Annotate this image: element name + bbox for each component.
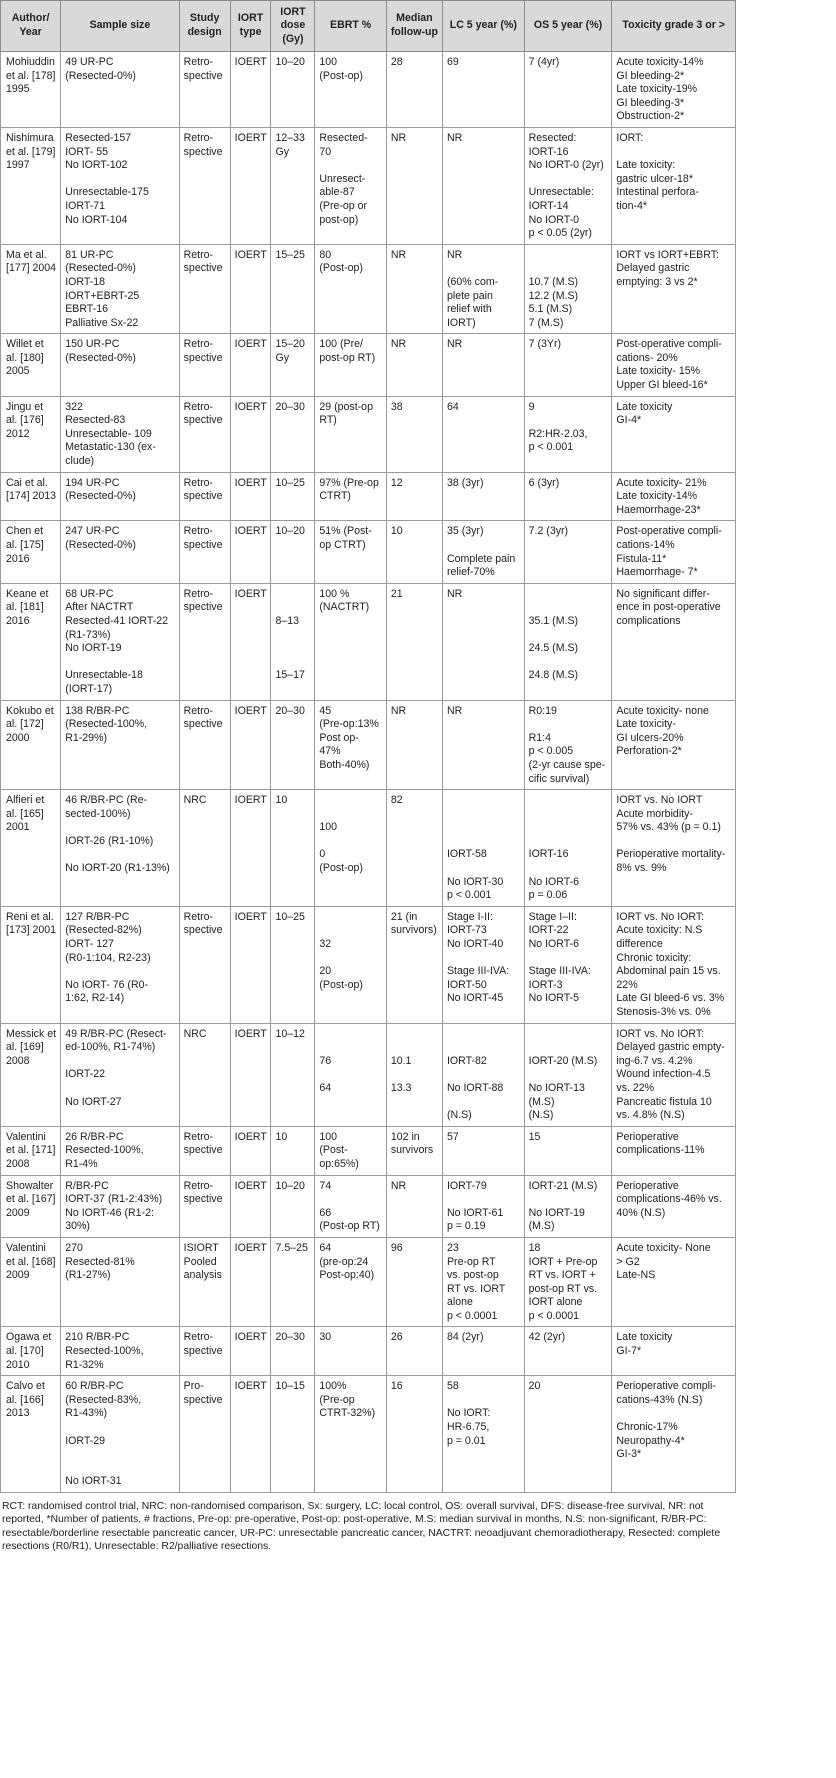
cell-study-design: Retro-spective: [179, 906, 230, 1023]
cell-study-design: Retro-spective: [179, 244, 230, 334]
cell-sample-size: 322 Resected-83 Unresectable- 109 Metastatic-130 (ex- clude): [61, 396, 179, 472]
cell-author-year: Keane et al. [181] 2016: [1, 583, 61, 700]
cell-lc-5-year: 35 (3yr) Complete pain relief-70%: [442, 521, 524, 583]
cell-iort-dose: 20–30: [271, 1327, 315, 1376]
header-median-follow-up: Median follow-up: [386, 1, 442, 52]
cell-iort-type: IOERT: [230, 127, 271, 244]
cell-study-design: Retro-spective: [179, 127, 230, 244]
header-author-year: Author/ Year: [1, 1, 61, 52]
cell-study-design: NRC: [179, 1023, 230, 1126]
cell-author-year: Showalter et al. [167] 2009: [1, 1175, 61, 1237]
cell-iort-dose: 10–15: [271, 1376, 315, 1493]
cell-iort-type: IOERT: [230, 521, 271, 583]
cell-iort-type: IOERT: [230, 790, 271, 907]
cell-ebrt: 100 (Post- op:65%): [315, 1126, 386, 1175]
table-row: [1, 583, 736, 700]
cell-iort-type: IOERT: [230, 1237, 271, 1327]
cell-toxicity: Late toxicity GI-7*: [612, 1327, 736, 1376]
cell-median-follow-up: 102 in survivors: [386, 1126, 442, 1175]
cell-toxicity: IORT vs IORT+EBRT: Delayed gastric emptying: 3 vs 2*: [612, 244, 736, 334]
table-row: [1, 1175, 736, 1237]
cell-toxicity: IORT vs. No IORT: Delayed gastric empty- ing-6.7 vs. 4.2% Wound infection-4.5 vs. 22% Pancreatic fistula 10 vs. 4.8% (N.S): [612, 1023, 736, 1126]
cell-iort-type: IOERT: [230, 472, 271, 521]
cell-iort-dose: 10: [271, 1126, 315, 1175]
header-toxicity: Toxicity grade 3 or >: [612, 1, 736, 52]
table-footnote: RCT: randomised control trial, NRC: non-randomised comparison, Sx: surgery, LC: local control, OS: overall survival, DFS: disease-free survival, NR: not reported, *Number of patients, # fractions, Pre-op: pre-operative, Post-op: post-operative, M.S: median survival in months, N.S: non-significant, R/BR-PC: resectable/borderline resectable pancreatic cancer, UR-PC: unresectable pancreatic cancer, NACTRT: neoadjuvant chemoradiotherapy, Resected: complete resections (R0/R1), Unresectable: R2/palliative resections.: [2, 1501, 721, 1553]
header-lc-5-year: LC 5 year (%): [442, 1, 524, 52]
cell-os-5-year: 7.2 (3yr): [524, 521, 612, 583]
cell-lc-5-year: Stage I-II: IORT-73 No IORT-40 Stage III-IVA: IORT-50 No IORT-45: [442, 906, 524, 1023]
cell-ebrt: 32 20 (Post-op): [315, 906, 386, 1023]
cell-os-5-year: IORT-20 (M.S) No IORT-13 (M.S) (N.S): [524, 1023, 612, 1126]
cell-study-design: Retro-spective: [179, 583, 230, 700]
cell-os-5-year: 9 R2:HR-2.03, p < 0.001: [524, 396, 612, 472]
cell-ebrt: 64 (pre-op:24 Post-op:40): [315, 1237, 386, 1327]
cell-iort-dose: 8–13 15–17: [271, 583, 315, 700]
cell-author-year: Willet et al. [180] 2005: [1, 334, 61, 396]
cell-toxicity: Perioperative compli- cations-43% (N.S) Chronic-17% Neuropathy-4* GI-3*: [612, 1376, 736, 1493]
cell-sample-size: 49 UR-PC (Resected-0%): [61, 52, 179, 128]
cell-study-design: Retro-spective: [179, 396, 230, 472]
cell-ebrt: Resected- 70 Unresect- able-87 (Pre-op or post-op): [315, 127, 386, 244]
cell-os-5-year: 7 (3Yr): [524, 334, 612, 396]
table-row: [1, 906, 736, 1023]
cell-median-follow-up: NR: [386, 1175, 442, 1237]
cell-ebrt: 100 (Pre/ post-op RT): [315, 334, 386, 396]
cell-lc-5-year: 23 Pre-op RT vs. post-op RT vs. IORT alone p < 0.0001: [442, 1237, 524, 1327]
cell-iort-type: IOERT: [230, 396, 271, 472]
cell-os-5-year: 42 (2yr): [524, 1327, 612, 1376]
cell-iort-type: IOERT: [230, 1175, 271, 1237]
cell-iort-dose: 10–20: [271, 521, 315, 583]
cell-lc-5-year: NR: [442, 334, 524, 396]
cell-author-year: Reni et al. [173] 2001: [1, 906, 61, 1023]
cell-lc-5-year: NR (60% com- plete pain relief with IORT): [442, 244, 524, 334]
cell-toxicity: Acute toxicity-14% GI bleeding-2* Late toxicity-19% GI bleeding-3* Obstruction-2*: [612, 52, 736, 128]
cell-lc-5-year: 58 No IORT: HR-6.75, p = 0.01: [442, 1376, 524, 1493]
cell-toxicity: Late toxicity GI-4*: [612, 396, 736, 472]
cell-iort-dose: 10: [271, 790, 315, 907]
table-row: [1, 1023, 736, 1126]
cell-median-follow-up: 12: [386, 472, 442, 521]
cell-median-follow-up: 21 (in survivors): [386, 906, 442, 1023]
cell-author-year: Ma et al. [177] 2004: [1, 244, 61, 334]
cell-sample-size: 60 R/BR-PC (Resected-83%, R1-43%) IORT-29 No IORT-31: [61, 1376, 179, 1493]
cell-median-follow-up: 16: [386, 1376, 442, 1493]
cell-os-5-year: 20: [524, 1376, 612, 1493]
cell-ebrt: 80 (Post-op): [315, 244, 386, 334]
cell-author-year: Kokubo et al. [172] 2000: [1, 700, 61, 790]
cell-study-design: Retro-spective: [179, 334, 230, 396]
cell-sample-size: 26 R/BR-PC Resected-100%, R1-4%: [61, 1126, 179, 1175]
cell-median-follow-up: 21: [386, 583, 442, 700]
cell-author-year: Jingu et al. [176] 2012: [1, 396, 61, 472]
cell-iort-type: IOERT: [230, 52, 271, 128]
cell-ebrt: 29 (post-op RT): [315, 396, 386, 472]
cell-median-follow-up: NR: [386, 700, 442, 790]
cell-median-follow-up: 96: [386, 1237, 442, 1327]
cell-ebrt: 97% (Pre-op CTRT): [315, 472, 386, 521]
cell-toxicity: Acute toxicity- None > G2 Late-NS: [612, 1237, 736, 1327]
cell-toxicity: Acute toxicity- 21% Late toxicity-14% Haemorrhage-23*: [612, 472, 736, 521]
cell-os-5-year: 10.7 (M.S) 12.2 (M.S) 5.1 (M.S) 7 (M.S): [524, 244, 612, 334]
table-row: [1, 1237, 736, 1327]
cell-iort-dose: 15–25: [271, 244, 315, 334]
cell-median-follow-up: 82: [386, 790, 442, 907]
cell-iort-type: IOERT: [230, 1376, 271, 1493]
cell-study-design: Retro-spective: [179, 521, 230, 583]
cell-study-design: Retro-spective: [179, 1126, 230, 1175]
cell-author-year: Calvo et al. [166] 2013: [1, 1376, 61, 1493]
cell-lc-5-year: NR: [442, 700, 524, 790]
cell-median-follow-up: 26: [386, 1327, 442, 1376]
header-iort-type: IORT type: [230, 1, 271, 52]
cell-sample-size: 150 UR-PC (Resected-0%): [61, 334, 179, 396]
header-ebrt: EBRT %: [315, 1, 386, 52]
cell-study-design: Retro-spective: [179, 700, 230, 790]
table-row: [1, 244, 736, 334]
cell-iort-dose: 15–20 Gy: [271, 334, 315, 396]
cell-study-design: NRC: [179, 790, 230, 907]
cell-os-5-year: IORT-16 No IORT-6 p = 0.06: [524, 790, 612, 907]
cell-lc-5-year: IORT-58 No IORT-30 p < 0.001: [442, 790, 524, 907]
cell-median-follow-up: NR: [386, 127, 442, 244]
cell-iort-type: IOERT: [230, 1126, 271, 1175]
cell-iort-type: IOERT: [230, 334, 271, 396]
cell-author-year: Nishimura et al. [179] 1997: [1, 127, 61, 244]
cell-sample-size: Resected-157 IORT- 55 No IORT-102 Unresectable-175 IORT-71 No IORT-104: [61, 127, 179, 244]
cell-sample-size: 138 R/BR-PC (Resected-100%, R1-29%): [61, 700, 179, 790]
cell-ebrt: 100 0 (Post-op): [315, 790, 386, 907]
cell-iort-type: IOERT: [230, 906, 271, 1023]
cell-study-design: Pro-spective: [179, 1376, 230, 1493]
cell-iort-dose: 10–12: [271, 1023, 315, 1126]
cell-lc-5-year: 38 (3yr): [442, 472, 524, 521]
cell-toxicity: IORT: Late toxicity: gastric ulcer-18* Intestinal perfora- tion-4*: [612, 127, 736, 244]
cell-lc-5-year: IORT-79 No IORT-61 p = 0.19: [442, 1175, 524, 1237]
table-row: [1, 700, 736, 790]
cell-toxicity: IORT vs. No IORT: Acute toxicity: N.S difference Chronic toxicity: Abdominal pain 15 vs. 22% Late GI bleed-6 vs. 3% Stenosis-3% vs. 0%: [612, 906, 736, 1023]
cell-os-5-year: 35.1 (M.S) 24.5 (M.S) 24.8 (M.S): [524, 583, 612, 700]
cell-lc-5-year: IORT-82 No IORT-88 (N.S): [442, 1023, 524, 1126]
cell-lc-5-year: 69: [442, 52, 524, 128]
cell-study-design: ISIORT Pooled analysis: [179, 1237, 230, 1327]
cell-lc-5-year: 64: [442, 396, 524, 472]
cell-ebrt: 76 64: [315, 1023, 386, 1126]
cell-ebrt: 74 66 (Post-op RT): [315, 1175, 386, 1237]
cell-os-5-year: 6 (3yr): [524, 472, 612, 521]
cell-sample-size: 81 UR-PC (Resected-0%) IORT-18 IORT+EBRT-25 EBRT-16 Palliative Sx-22: [61, 244, 179, 334]
cell-study-design: Retro-spective: [179, 472, 230, 521]
table-row: [1, 52, 736, 128]
cell-iort-dose: 10–25: [271, 906, 315, 1023]
cell-author-year: Cai et al. [174] 2013: [1, 472, 61, 521]
cell-lc-5-year: NR: [442, 583, 524, 700]
cell-study-design: Retro-spective: [179, 1175, 230, 1237]
cell-lc-5-year: NR: [442, 127, 524, 244]
cell-ebrt: 30: [315, 1327, 386, 1376]
cell-toxicity: IORT vs. No IORT Acute morbidity- 57% vs. 43% (p = 0.1) Perioperative mortality- 8% vs. 9%: [612, 790, 736, 907]
header-iort-dose: IORT dose (Gy): [271, 1, 315, 52]
cell-os-5-year: Resected: IORT-16 No IORT-0 (2yr) Unresectable: IORT-14 No IORT-0 p < 0.05 (2yr): [524, 127, 612, 244]
cell-author-year: Ogawa et al. [170] 2010: [1, 1327, 61, 1376]
cell-sample-size: 49 R/BR-PC (Resect- ed-100%, R1-74%) IORT-22 No IORT-27: [61, 1023, 179, 1126]
cell-iort-type: IOERT: [230, 1327, 271, 1376]
table-row: [1, 472, 736, 521]
cell-iort-dose: 20–30: [271, 396, 315, 472]
cell-sample-size: 46 R/BR-PC (Re- sected-100%) IORT-26 (R1-10%) No IORT-20 (R1-13%): [61, 790, 179, 907]
cell-iort-type: IOERT: [230, 583, 271, 700]
cell-median-follow-up: 28: [386, 52, 442, 128]
table-row: [1, 1327, 736, 1376]
header-row: [1, 1, 736, 52]
table-row: [1, 790, 736, 907]
cell-iort-type: IOERT: [230, 700, 271, 790]
table-row: [1, 396, 736, 472]
table-row: [1, 334, 736, 396]
table-row: [1, 1126, 736, 1175]
header-os-5-year: OS 5 year (%): [524, 1, 612, 52]
cell-toxicity: Perioperative complications-11%: [612, 1126, 736, 1175]
cell-ebrt: 100 % (NACTRT): [315, 583, 386, 700]
cell-ebrt: 45 (Pre-op:13% Post op- 47% Both-40%): [315, 700, 386, 790]
cell-author-year: Messick et al. [169] 2008: [1, 1023, 61, 1126]
cell-sample-size: 210 R/BR-PC Resected-100%, R1-32%: [61, 1327, 179, 1376]
cell-iort-dose: 7.5–25: [271, 1237, 315, 1327]
cell-study-design: Retro-spective: [179, 52, 230, 128]
cell-os-5-year: 18 IORT + Pre-op RT vs. IORT + post-op RT vs. IORT alone p < 0.0001: [524, 1237, 612, 1327]
table-row: [1, 127, 736, 244]
cell-median-follow-up: NR: [386, 244, 442, 334]
cell-author-year: Valentini et al. [171] 2008: [1, 1126, 61, 1175]
cell-sample-size: 127 R/BR-PC (Resected-82%) IORT- 127 (R0-1:104, R2-23) No IORT- 76 (R0- 1:62, R2-14): [61, 906, 179, 1023]
cell-author-year: Chen et al. [175] 2016: [1, 521, 61, 583]
header-sample-size: Sample size: [61, 1, 179, 52]
cell-iort-dose: 20–30: [271, 700, 315, 790]
table-row: [1, 1376, 736, 1493]
cell-toxicity: No significant differ- ence in post-operative complications: [612, 583, 736, 700]
cell-sample-size: 194 UR-PC (Resected-0%): [61, 472, 179, 521]
cell-lc-5-year: 84 (2yr): [442, 1327, 524, 1376]
cell-toxicity: Perioperative complications-46% vs. 40% (N.S): [612, 1175, 736, 1237]
cell-iort-type: IOERT: [230, 1023, 271, 1126]
cell-toxicity: Post-operative compli- cations-14% Fistula-11* Haemorrhage- 7*: [612, 521, 736, 583]
cell-os-5-year: 7 (4yr): [524, 52, 612, 128]
cell-os-5-year: R0:19 R1:4 p < 0.005 (2-yr cause spe- cific survival): [524, 700, 612, 790]
cell-sample-size: 68 UR-PC After NACTRT Resected-41 IORT-22 (R1-73%) No IORT-19 Unresectable-18 (IORT-17): [61, 583, 179, 700]
table-body: [1, 52, 736, 1493]
cell-toxicity: Post-operative compli- cations- 20% Late toxicity- 15% Upper GI bleed-16*: [612, 334, 736, 396]
cell-os-5-year: 15: [524, 1126, 612, 1175]
cell-iort-dose: 10–20: [271, 1175, 315, 1237]
cell-os-5-year: Stage I–II: IORT-22 No IORT-6 Stage III-IVA: IORT-3 No IORT-5: [524, 906, 612, 1023]
cell-iort-dose: 10–20: [271, 52, 315, 128]
cell-os-5-year: IORT-21 (M.S) No IORT-19 (M.S): [524, 1175, 612, 1237]
cell-median-follow-up: 10.1 13.3: [386, 1023, 442, 1126]
cell-author-year: Mohiuddin et al. [178] 1995: [1, 52, 61, 128]
header-study-design: Study design: [179, 1, 230, 52]
cell-lc-5-year: 57: [442, 1126, 524, 1175]
cell-iort-dose: 10–25: [271, 472, 315, 521]
cell-author-year: Alfieri et al. [165] 2001: [1, 790, 61, 907]
cell-author-year: Valentini et al. [168] 2009: [1, 1237, 61, 1327]
cell-ebrt: 100 (Post-op): [315, 52, 386, 128]
cell-iort-type: IOERT: [230, 244, 271, 334]
cell-sample-size: 247 UR-PC (Resected-0%): [61, 521, 179, 583]
cell-ebrt: 100% (Pre-op CTRT-32%): [315, 1376, 386, 1493]
cell-study-design: Retro-spective: [179, 1327, 230, 1376]
cell-ebrt: 51% (Post- op CTRT): [315, 521, 386, 583]
cell-iort-dose: 12–33 Gy: [271, 127, 315, 244]
cell-median-follow-up: 10: [386, 521, 442, 583]
cell-sample-size: 270 Resected-81% (R1-27%): [61, 1237, 179, 1327]
table-row: [1, 521, 736, 583]
cell-median-follow-up: 38: [386, 396, 442, 472]
cell-median-follow-up: NR: [386, 334, 442, 396]
cell-sample-size: R/BR-PC IORT-37 (R1-2:43%) No IORT-46 (R1-2: 30%): [61, 1175, 179, 1237]
cell-toxicity: Acute toxicity- none Late toxicity- GI ulcers-20% Perforation-2*: [612, 700, 736, 790]
